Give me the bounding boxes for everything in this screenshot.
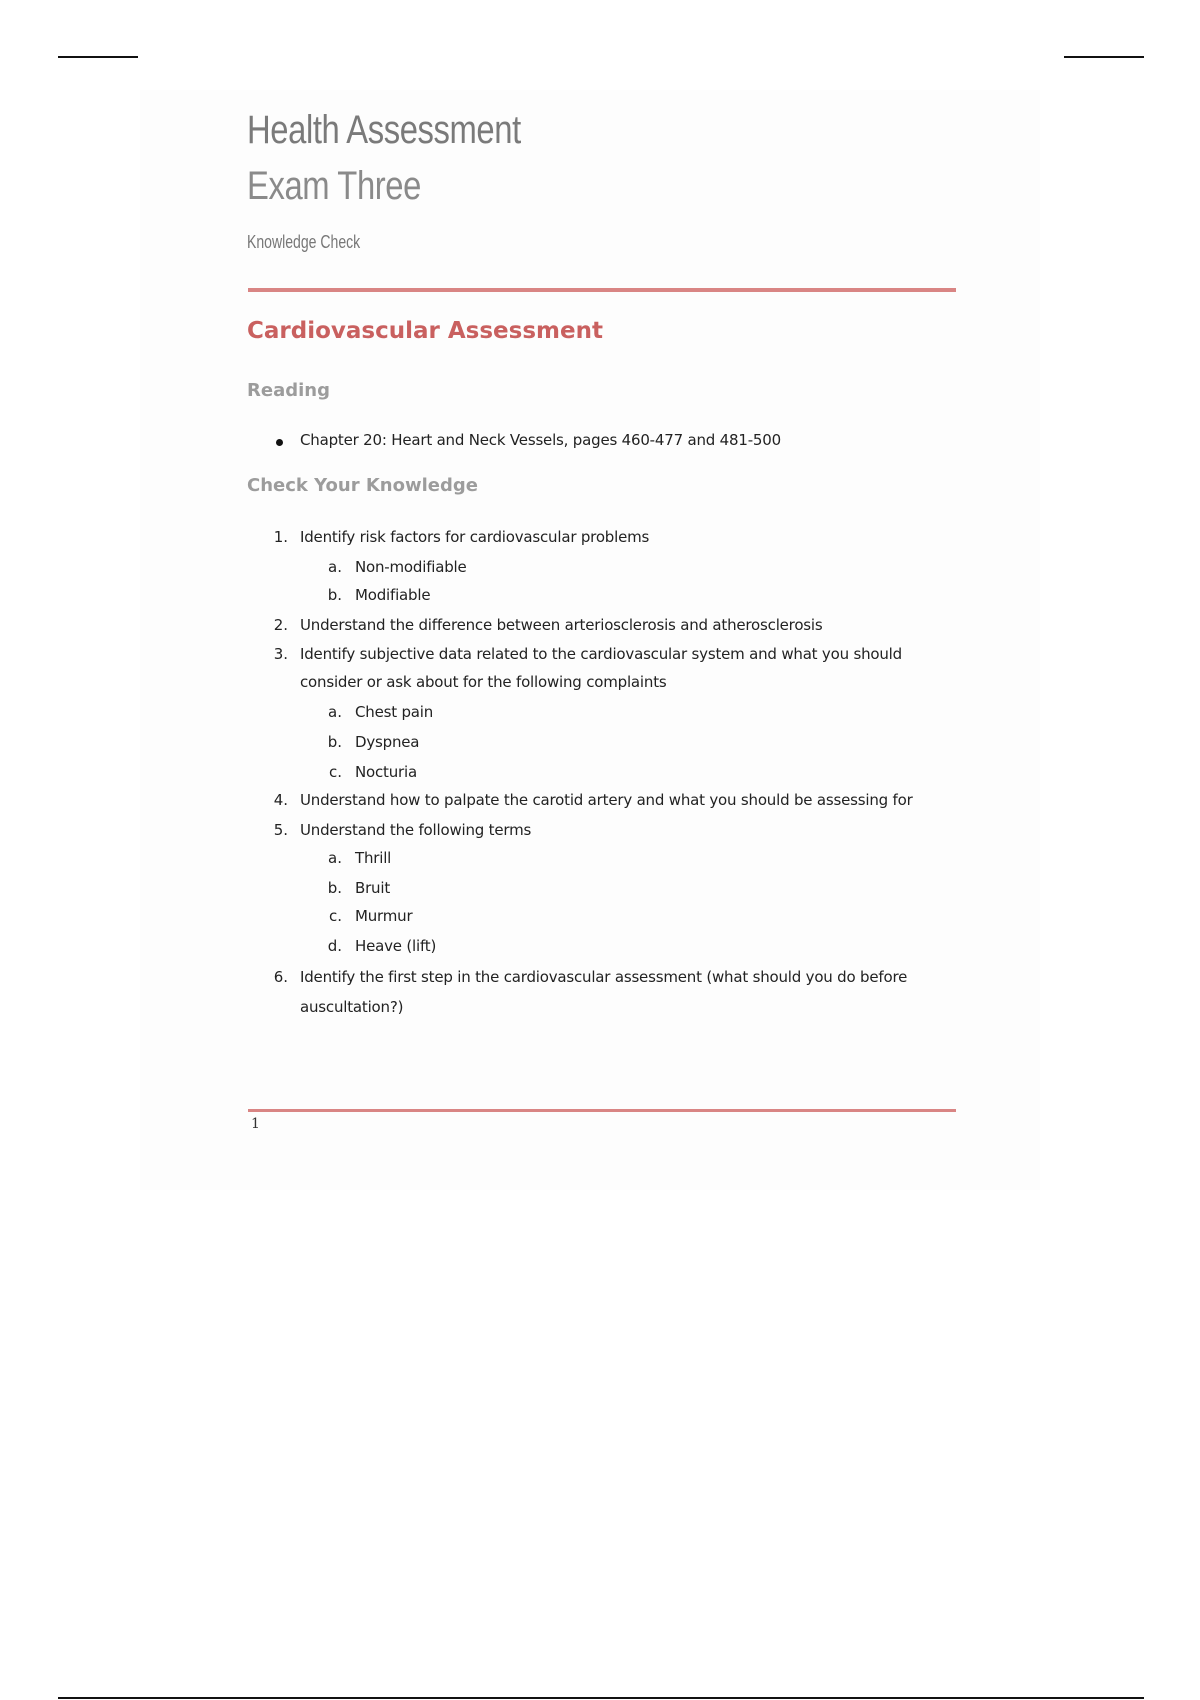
list-number: 6. [273, 968, 288, 986]
check-knowledge-heading: Check Your Knowledge [247, 475, 478, 496]
sub-list-item: Nocturia [355, 763, 417, 781]
sub-list-item: Dyspnea [355, 733, 420, 751]
sub-list-item: Heave (lift) [355, 937, 437, 955]
sub-list-item: Bruit [355, 879, 391, 897]
list-number: 4. [273, 791, 288, 809]
reading-item: Chapter 20: Heart and Neck Vessels, pages 460-477 and 481-500 [300, 431, 781, 449]
list-number: 3. [273, 645, 288, 663]
list-letter: a. [328, 703, 342, 721]
document-subtitle-exam: Exam Three [247, 164, 421, 208]
footer-divider [248, 1109, 956, 1112]
list-letter: b. [327, 586, 342, 604]
list-letter: a. [328, 558, 342, 576]
list-letter: a. [328, 849, 342, 867]
list-letter: d. [327, 937, 342, 955]
list-item: Identify risk factors for cardiovascular problems [300, 528, 650, 546]
list-item-continuation: consider or ask about for the following complaints [300, 673, 667, 691]
sub-list-item: Thrill [355, 849, 392, 867]
list-item-continuation: auscultation?) [300, 998, 404, 1016]
list-item: Identify subjective data related to the cardiovascular system and what you should [300, 645, 902, 663]
sub-list-item: Modifiable [355, 586, 431, 604]
list-item: Understand the following terms [300, 821, 532, 839]
sub-list-item: Non-modifiable [355, 558, 467, 576]
list-letter: b. [327, 879, 342, 897]
page-number: 1 [251, 1116, 260, 1132]
bullet-dot-icon [276, 439, 283, 446]
crop-mark-top-left [58, 56, 138, 58]
list-letter: c. [328, 763, 342, 781]
list-number: 5. [273, 821, 288, 839]
header-divider [248, 288, 956, 292]
list-item: Identify the first step in the cardiovascular assessment (what should you do before [300, 968, 908, 986]
document-title: Health Assessment [247, 108, 521, 152]
list-number: 2. [273, 616, 288, 634]
document-tagline: Knowledge Check [247, 232, 361, 252]
crop-mark-top-right [1064, 56, 1144, 58]
sub-list-item: Murmur [355, 907, 413, 925]
reading-heading: Reading [247, 380, 330, 401]
list-letter: c. [328, 907, 342, 925]
list-item: Understand how to palpate the carotid artery and what you should be assessing for [300, 791, 913, 809]
section-heading: Cardiovascular Assessment [247, 318, 603, 344]
list-number: 1. [273, 528, 288, 546]
sub-list-item: Chest pain [355, 703, 434, 721]
list-letter: b. [327, 733, 342, 751]
crop-mark-bottom [58, 1697, 1144, 1699]
document-page [140, 90, 1040, 1190]
list-item: Understand the difference between arteriosclerosis and atherosclerosis [300, 616, 823, 634]
